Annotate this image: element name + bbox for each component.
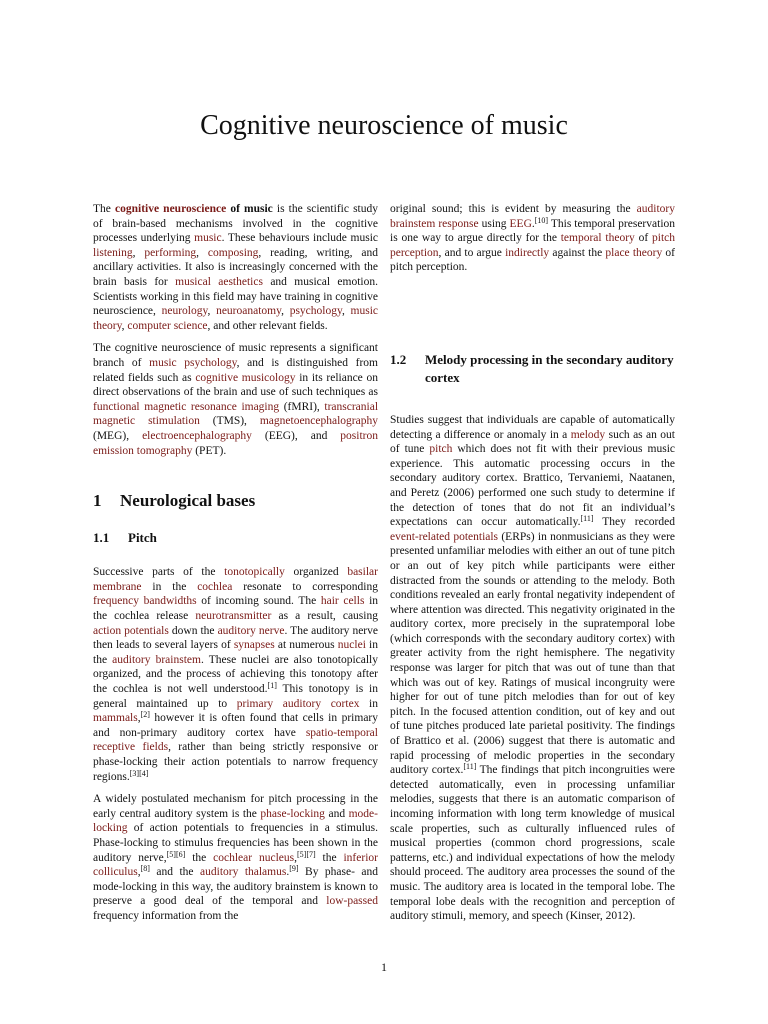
citation-ref[interactable]: [9] xyxy=(289,864,299,874)
body-text: original sound; this is evident by measuring the xyxy=(390,203,637,215)
pitch-paragraph-2 xyxy=(93,792,378,923)
intro-paragraph-1 xyxy=(93,202,378,333)
article-link[interactable]: musical aesthetics xyxy=(175,275,263,288)
article-link[interactable]: functional magnetic resonance imaging xyxy=(93,400,280,413)
body-text: however it is often found that cells in primary and non-primary auditory cortex have xyxy=(93,712,378,739)
left-column xyxy=(93,202,378,932)
article-link[interactable]: cognitive musicology xyxy=(195,371,296,384)
article-link[interactable]: indirectly xyxy=(505,246,550,259)
body-text: . xyxy=(531,217,535,230)
body-text: resonate to corresponding xyxy=(232,580,378,593)
section-number: 1 xyxy=(93,491,102,511)
section-heading-neurological-bases xyxy=(93,491,378,511)
body-text: in the cochlea release xyxy=(93,595,379,623)
bold-text: of music xyxy=(226,203,273,215)
body-text: (fMRI), xyxy=(279,400,325,413)
article-link[interactable]: magnetoencephalography xyxy=(259,415,378,428)
body-text: . These behaviours include music xyxy=(221,232,378,245)
body-text: , reading, writing, and ancillary activities. It also is increasingly concerned with the brain basis for xyxy=(93,246,379,288)
body-text: of incoming sound. The xyxy=(196,595,321,608)
article-link[interactable]: tonotopically xyxy=(224,566,285,579)
body-text: organized xyxy=(284,566,348,579)
article-link[interactable]: positron emission tomography xyxy=(93,429,378,457)
melody-paragraph xyxy=(390,413,675,924)
article-link[interactable]: frequency bandwidths xyxy=(93,595,197,608)
body-text: at numerous xyxy=(274,639,338,652)
citation-ref[interactable]: [5][6] xyxy=(166,849,186,859)
body-text: A widely postulated mechanism for pitch processing in the early central auditory system is the xyxy=(93,793,378,820)
citation-ref[interactable]: [2] xyxy=(140,710,150,720)
article-link[interactable]: auditory nerve xyxy=(217,624,285,637)
body-text: in the xyxy=(93,639,378,666)
article-link[interactable]: auditory brainstem response xyxy=(390,203,675,230)
subsection-heading-pitch xyxy=(93,531,378,546)
body-text: in xyxy=(359,697,378,710)
article-link[interactable]: electroencephalography xyxy=(142,429,252,442)
citation-ref[interactable]: [5][7] xyxy=(296,849,316,859)
body-text: , and is distinguished from related fields such as xyxy=(93,356,379,384)
body-text: in its reliance on direct observations of the brain and use of such techniques as xyxy=(93,371,378,399)
article-link[interactable]: mammals xyxy=(93,712,138,725)
subsection-title: Pitch xyxy=(128,529,157,545)
article-link[interactable]: music xyxy=(194,232,222,245)
article-link[interactable]: neuroanatomy xyxy=(216,305,282,318)
article-link[interactable]: phase-locking xyxy=(260,807,325,820)
body-text: The xyxy=(93,203,115,215)
article-link[interactable]: nuclei xyxy=(337,639,366,652)
body-text: , xyxy=(294,851,297,864)
body-text: the xyxy=(185,851,214,864)
article-link[interactable]: mode-locking xyxy=(93,807,378,835)
article-link[interactable]: EEG xyxy=(509,217,532,230)
subsection-number: 1.1 xyxy=(93,529,110,545)
body-text: , xyxy=(137,866,141,879)
body-text: , xyxy=(196,246,208,259)
article-link[interactable]: composing xyxy=(207,246,259,259)
article-link[interactable]: computer science xyxy=(127,319,208,332)
body-text: and musical emotion. Scientists working in this field may have training in cognitive neuroscience, xyxy=(93,275,378,318)
pitch-paragraph-1 xyxy=(93,565,378,784)
body-text: (ERPs) in nonmusicians as they were presented unfamiliar melodies with either an out of tune pitch or an out of key pitch while participants were either distracted from the sounds or attending to the melody. Both conditions revealed an early frontal negativity independent of where attention was directed. This negativity originated in the auditory cortex, more precisely in the supratemporal lobe (which corresponds with the secondary auditory cortex) with greater activity from the right hemisphere. The negativity response was larger for pitch that was out of tune than that which was out of key. Ratings of musical incongruity were higher for out of tune pitch melodies than for out of key pitch. In the focused attention condition, out of key and out of tune pitches produced late parietal positivity. The findings of Brattico et al. (2006) suggest that there is automatic and rapid processing of melodic properties in the secondary auditory cortex. xyxy=(390,530,676,777)
body-text: (EEG), and xyxy=(251,429,341,442)
body-text: . The auditory nerve then leads to several layers of xyxy=(93,624,378,652)
body-text: , and other relevant fields. xyxy=(207,319,328,332)
body-text: the xyxy=(315,851,344,864)
body-text: The findings that pitch incongruities were detected automatically, even in processing unfamiliar melodies, suggests that there is an automatic comparison of incoming information with long term knowledge of musical scale properties, such as culturally influenced rules of musical properties (common chord progressions, scale patterns, etc.) and individual expectations of how the melody should proceed. The auditory area processes the sound of the music. The auditory area is located in the temporal lobe. The temporal lobe deals with the recognition and perception of auditory stimuli, memory, and speech (Kinser, 2012). xyxy=(390,764,675,923)
body-text: , xyxy=(137,712,141,725)
article-link[interactable]: temporal theory xyxy=(560,232,635,245)
body-text: The cognitive neuroscience of music represents a significant branch of xyxy=(93,342,378,369)
article-link[interactable]: cognitive neuroscience xyxy=(115,203,227,215)
body-text: in the xyxy=(141,580,198,593)
article-link[interactable]: psychology xyxy=(289,305,342,318)
article-link[interactable]: transcranial magnetic stimulation xyxy=(93,400,379,428)
article-link[interactable]: synapses xyxy=(233,639,275,652)
body-text: , and to argue xyxy=(438,246,506,259)
article-link[interactable]: cochlear nucleus xyxy=(213,851,295,864)
citation-ref[interactable]: [1] xyxy=(267,681,277,691)
article-link[interactable]: neurotransmitter xyxy=(195,610,272,623)
subsection-number: 1.2 xyxy=(390,351,407,367)
article-link[interactable]: music psychology xyxy=(149,356,237,369)
article-link[interactable]: auditory thalamus xyxy=(200,866,287,879)
article-link[interactable]: pitch xyxy=(429,443,453,456)
body-text: , xyxy=(121,319,128,332)
body-text: against the xyxy=(549,246,606,259)
page-title: Cognitive neuroscience of music xyxy=(200,110,568,141)
citation-ref[interactable]: [11] xyxy=(580,514,594,524)
subsection-title: Melody processing in the secondary auditory cortex xyxy=(425,351,674,385)
body-text: , rather than being strictly responsive or phase-locking their action potentials to narrow frequency regions. xyxy=(93,741,378,783)
body-text: of pitch perception. xyxy=(390,246,676,274)
article-link[interactable]: event-related potentials xyxy=(390,530,499,543)
body-text: (MEG), xyxy=(93,429,143,442)
body-text: (TMS), xyxy=(199,415,260,428)
article-link[interactable]: neurology xyxy=(161,305,208,318)
body-text: and xyxy=(324,807,349,820)
article-link[interactable]: music theory xyxy=(93,305,379,332)
body-text: By phase- and mode-locking in this way, the auditory brainstem is known to preserve a good deal of the temporal and xyxy=(93,866,379,908)
article-link[interactable]: listening xyxy=(93,246,133,259)
body-text: Successive parts of the xyxy=(93,566,225,579)
article-link[interactable]: basilar membrane xyxy=(93,566,378,593)
article-link[interactable]: action potentials xyxy=(93,624,169,637)
body-text: They recorded xyxy=(593,516,675,529)
citation-ref[interactable]: [8] xyxy=(140,864,150,874)
body-text: frequency information from the xyxy=(93,909,239,922)
body-text: . xyxy=(286,866,290,879)
article-link[interactable]: low-passed xyxy=(326,895,378,908)
body-text: down the xyxy=(168,624,218,637)
body-text: as a result, causing xyxy=(271,610,378,623)
right-column xyxy=(390,202,675,932)
body-text: , xyxy=(207,305,217,318)
body-text: , xyxy=(132,246,145,259)
body-text: This tonotopy is in general maintained up to xyxy=(93,683,378,710)
body-text: using xyxy=(478,217,510,230)
body-text: , xyxy=(281,305,290,318)
article-link[interactable]: primary auditory cortex xyxy=(236,697,360,710)
article-link[interactable]: spatio-temporal receptive fields xyxy=(93,726,378,754)
article-link[interactable]: place theory xyxy=(605,246,663,259)
body-text: which does not fit with their previous music experience. This automatic processing occurs in the secondary auditory cortex. Brattico, Tervaniemi, Naatanen, and Peretz (2006) performed one such study to determine if the detection of tones that do not fit an individual’s expectations can occur automatically. xyxy=(390,443,675,529)
body-text: such as an out of tune xyxy=(390,428,675,456)
pitch-paragraph-continuation xyxy=(390,202,675,275)
article-link[interactable]: cochlea xyxy=(197,580,233,593)
citation-ref[interactable]: [11] xyxy=(463,762,477,772)
body-text: of action potentials to frequencies in a stimulus. Phase-locking to stimulus frequencies has been shown in the auditory nerve, xyxy=(93,822,378,864)
section-title: Neurological bases xyxy=(120,491,256,511)
citation-ref[interactable]: [3][4] xyxy=(129,768,149,778)
article-link[interactable]: hair cells xyxy=(320,595,365,608)
article-link[interactable]: auditory brainstem xyxy=(112,653,201,666)
article-link[interactable]: melody xyxy=(570,428,606,441)
body-text: , xyxy=(341,305,351,318)
citation-ref[interactable]: [10] xyxy=(534,215,549,225)
body-text: of xyxy=(634,232,652,245)
body-text: This temporal preservation is one way to argue directly for the xyxy=(390,217,676,245)
page-number: 1 xyxy=(381,960,387,974)
intro-paragraph-2 xyxy=(93,341,378,458)
article-link[interactable]: performing xyxy=(144,246,197,259)
body-text: and the xyxy=(149,866,201,879)
body-text: (PET). xyxy=(192,444,227,457)
article-link[interactable]: inferior colliculus xyxy=(93,851,378,879)
body-text: is the scientific study of brain-based mechanisms involved in the cognitive processes underlying xyxy=(93,203,378,245)
body-text: Studies suggest that individuals are capable of automatically detecting a difference or anomaly in a xyxy=(390,413,675,441)
subsection-heading-melody xyxy=(390,351,675,387)
article-link[interactable]: pitch perception xyxy=(390,232,675,259)
body-text: . These nuclei are also tonotopically organized, and the process of achieving this tonotopy after the cochlea is not well understood. xyxy=(93,653,378,696)
